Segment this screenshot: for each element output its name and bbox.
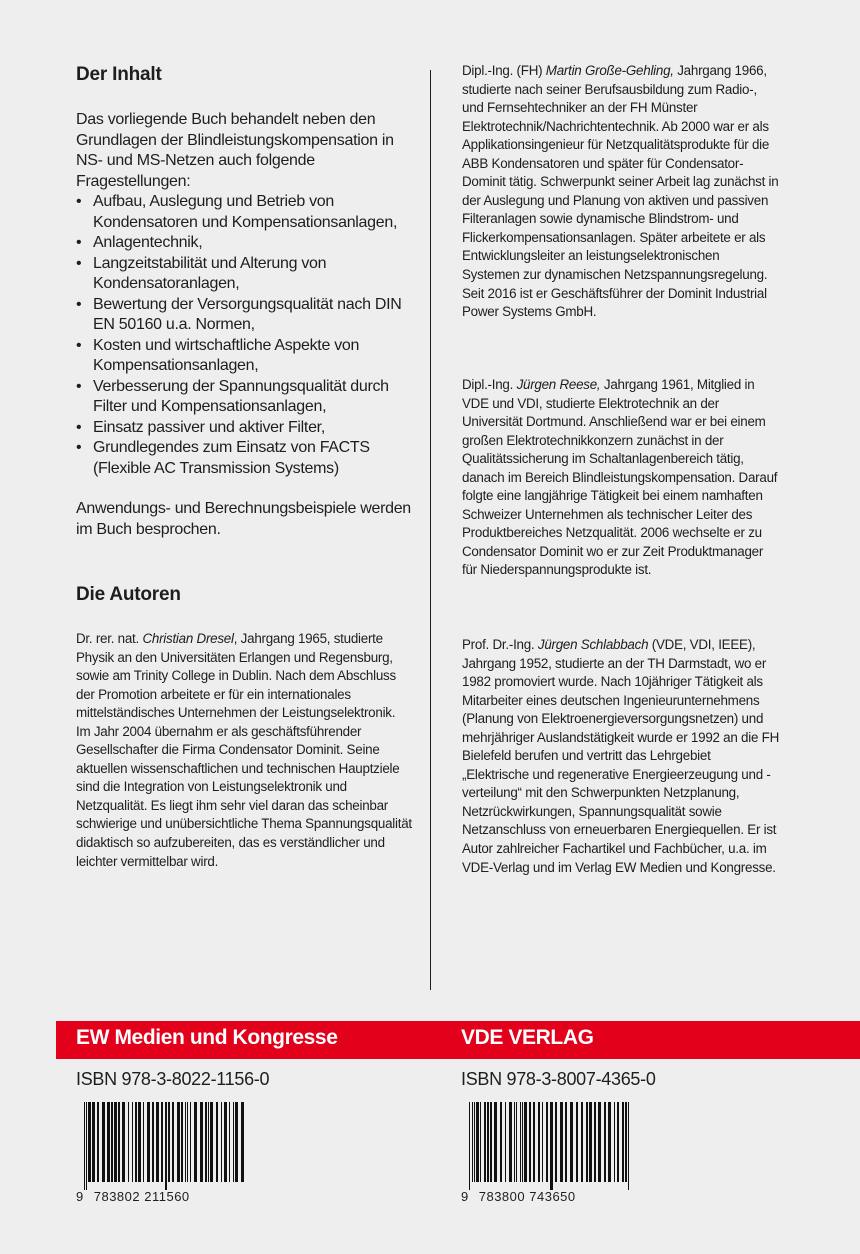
barcode-bar	[172, 1102, 174, 1182]
barcode-bar	[102, 1102, 105, 1182]
left-column	[76, 56, 412, 871]
author-bio-dresel	[76, 630, 412, 871]
ean-group: 211560	[144, 1189, 190, 1204]
barcode-bar	[608, 1102, 611, 1182]
barcode-bar	[168, 1102, 170, 1182]
author-prefix: Dr. rer. nat.	[76, 631, 143, 646]
barcode-bar	[181, 1102, 183, 1182]
barcode-bar	[241, 1102, 244, 1182]
barcode-bar	[522, 1102, 523, 1182]
isbn-right: ISBN 978-3-8007-4365-0	[461, 1069, 656, 1089]
topic-item: • Langzeitstabilität und Alterung von Kondensatoranlagen,	[76, 254, 412, 295]
barcode-bar	[88, 1102, 91, 1182]
barcode-bar	[594, 1102, 596, 1182]
barcode-bar	[614, 1102, 615, 1182]
barcode-bar	[529, 1102, 531, 1182]
barcode-bar	[128, 1102, 129, 1182]
topic-item: • Verbesserung der Spannungsqualität durch Filter und Kompensationsanlagen,	[76, 377, 412, 418]
barcode-bar	[216, 1102, 218, 1182]
author-prefix: Prof. Dr.-Ing.	[462, 637, 538, 652]
barcode-bar	[235, 1102, 238, 1182]
barcode-bar	[469, 1102, 470, 1190]
barcode-bar	[190, 1102, 191, 1182]
barcode-bar	[520, 1102, 521, 1182]
ean-group: 783800	[478, 1189, 526, 1204]
author-text: Jahrgang 1961, Mitglied in VDE und VDI, studierte Elektrotechnik an der Universität Dortmund. Anschließend war er bei einem großen Elektrotechnikkonzern zunächst in der Qualitätssicherung im Schaltanlagenbereich tätig, danach im Bereich Blindleistungskompensation. Darauf folgte eine langjährige Tätigkeit bei einem namhaften Schweizer Unternehmen als technischer Leiter des Produktbereiches Netzqualität. 2006 wechselte er zu Condensator Dominit wo er zur Zeit Produktmanager für Niederspannungsprodukte ist.	[462, 377, 778, 578]
barcode-bar	[509, 1102, 512, 1182]
barcode-bar	[472, 1102, 473, 1182]
barcode-bar	[185, 1102, 186, 1182]
ean-digits-left	[76, 1189, 190, 1204]
barcode-bar	[484, 1102, 486, 1182]
barcode-bar	[625, 1102, 627, 1182]
topic-item: • Grundlegendes zum Einsatz von FACTS (Flexible AC Transmission Systems)	[76, 438, 412, 479]
barcode-bar	[628, 1102, 629, 1190]
ean-first-digit: 9	[76, 1189, 84, 1204]
barcode-bar	[542, 1102, 543, 1182]
topic-list	[76, 192, 412, 479]
author-name: Jürgen Reese,	[516, 377, 601, 392]
column-divider	[430, 70, 431, 990]
author-name: Christian Dresel	[142, 631, 234, 646]
barcode-bar	[589, 1102, 592, 1182]
isbn-left: ISBN 978-3-8022-1156-0	[76, 1069, 270, 1089]
barcode-bar	[107, 1102, 110, 1182]
barcode-bar	[152, 1102, 154, 1182]
author-prefix: Dipl.-Ing. (FH)	[462, 63, 546, 78]
author-name: Martin Große-Gehling,	[545, 63, 674, 78]
barcode-bar	[177, 1102, 180, 1182]
barcode-left	[76, 1102, 252, 1190]
barcode-bar	[490, 1102, 492, 1182]
barcode-bar	[586, 1102, 588, 1182]
barcode-bar	[570, 1102, 573, 1182]
barcode-bar	[221, 1102, 222, 1182]
barcode-bar	[84, 1102, 85, 1190]
ean-group: 783802	[93, 1189, 141, 1204]
barcode-bar	[598, 1102, 601, 1182]
topic-item: • Aufbau, Auslegung und Betrieb von Kondensatoren und Kompensationsanlagen,	[76, 192, 412, 233]
barcode-bar	[161, 1102, 163, 1182]
topic-item: • Bewertung der Versorgungsqualität nach DIN EN 50160 u.a. Normen,	[76, 295, 412, 336]
author-bio-schlabbach	[462, 636, 780, 877]
barcode-bar	[576, 1102, 578, 1182]
author-text: (VDE, VDI, IEEE), Jahrgang 1952, studierte an der TH Darmstadt, wo er 1982 promoviert wurde. Nach 10jähriger Tätigkeit als Mitarbeiter eines deutschen Ingenieurunternehmens (Planung von Elektroenergieversorgungsnetzen) und mehrjähriger Auslandstätigkeit wurde er 1992 an die FH Bielefeld berufen und vertritt das Lehrgebiet „Elektrische und regenerative Energieerzeugung und -verteilung“ mit den Schwerpunkten Netzplanung, Netzrückwirkungen, Spannungsqualität sowie Netzanschluss von erneuerbaren Energiequellen. Er ist Autor zahlreicher Fachartikel und Fachbücher, u.a. im VDE-Verlag und im Verlag EW Medien und Kongresse.	[462, 637, 779, 875]
barcode-bar	[622, 1102, 624, 1182]
ean-digits-right	[461, 1189, 576, 1204]
barcode-bar	[229, 1102, 230, 1182]
barcode-bar	[122, 1102, 125, 1182]
barcode-bar	[474, 1102, 475, 1182]
barcode-bar	[165, 1102, 167, 1190]
barcode-bar	[560, 1102, 563, 1182]
inhalt-heading: Der Inhalt	[76, 64, 162, 85]
barcode-bar	[187, 1102, 188, 1182]
barcode-bar	[546, 1102, 548, 1182]
barcode-bar	[210, 1102, 213, 1182]
barcode-bar	[97, 1102, 99, 1182]
barcode-bar	[533, 1102, 535, 1182]
publisher-name-left: EW Medien und Kongresse	[76, 1026, 338, 1049]
ean-group: 743650	[529, 1189, 576, 1204]
barcode-bar	[565, 1102, 567, 1182]
ean-first-digit: 9	[461, 1189, 469, 1204]
barcode-bar	[138, 1102, 141, 1182]
barcode-bar	[476, 1102, 479, 1182]
barcode-bar	[135, 1102, 137, 1182]
inhalt-outro: Anwendungs- und Berechnungsbeispiele werden im Buch besprochen.	[76, 500, 411, 538]
barcode-bar	[581, 1102, 583, 1182]
barcode-bar	[156, 1102, 159, 1182]
barcode-bar	[224, 1102, 227, 1182]
author-bio-gehling	[462, 62, 780, 322]
barcode-bar	[514, 1102, 515, 1182]
barcode-bar	[538, 1102, 540, 1182]
barcode-bar	[480, 1102, 481, 1182]
topic-item: • Einsatz passiver und aktiver Filter,	[76, 418, 412, 439]
barcode-bar	[111, 1102, 113, 1182]
barcode-bar	[114, 1102, 117, 1182]
barcode-bar	[494, 1102, 497, 1182]
author-prefix: Dipl.-Ing.	[462, 377, 517, 392]
barcode-bar	[147, 1102, 150, 1182]
topic-item: • Anlagentechnik,	[76, 233, 412, 254]
topic-item: • Kosten und wirtschaftliche Aspekte von Kompensationsanlagen,	[76, 336, 412, 377]
barcode-bar	[233, 1102, 234, 1182]
barcode-bar	[550, 1102, 553, 1190]
barcode-bar	[617, 1102, 619, 1182]
barcode-bar	[86, 1102, 87, 1190]
barcode-bar	[500, 1102, 502, 1182]
barcode-bar	[487, 1102, 489, 1182]
autoren-heading: Die Autoren	[76, 584, 181, 605]
author-name: Jürgen Schlabbach	[537, 637, 649, 652]
author-text: Jahrgang 1966, studierte nach seiner Berufsausbildung zum Radio-, und Fernsehtechniker an der FH Münster Elektrotechnik/Nachrichtentechnik. Ab 2000 war er als Applikationsingenieur für Netzqualitätsprodukte für die ABB Kondensatoren und später für Condensator-Dominit tätig. Schwerpunkt seiner Arbeit lag zunächst in der Auslegung und Planung von aktiven und passiven Filteranlagen sowie dynamische Blindstrom- und Flickerkompensationsanlagen. Später arbeitete er als Entwicklungsleiter an leistungselektronischen Systemen zur dynamischen Netzspannungsregelung. Seit 2016 ist er Geschäftsführer der Dominit Industrial Power Systems GmbH.	[462, 63, 779, 320]
inhalt-intro: Das vorliegende Buch behandelt neben den Grundlagen der Blindleistungskompensation in NS- und MS-Netzen auch folgende Fragestellungen:	[76, 111, 394, 190]
publisher-name-right: VDE VERLAG	[461, 1026, 594, 1049]
author-bio-reese	[462, 376, 780, 580]
author-text: , Jahrgang 1965, studierte Physik an den Universitäten Erlangen und Regensburg, sowie am Trinity College in Dublin. Nach dem Abschluss der Promotion arbeitete er für ein internationales mittelständisches Unternehmen der Leistungselektronik. Im Jahr 2004 übernahm er als geschäftsführender Gesellschafter die Firma Condensator Dominit. Seine aktuellen wissenschaftlichen und technischen Hauptziele sind die Integration von Leistungselektronik und Netzqualität. Es liegt ihm sehr viel daran das scheinbar schwierige und unübersichtliche Thema Spannungsqualität didaktisch so aufzubereiten, das es verständlicher und leichter vermittelbar wird.	[76, 631, 412, 869]
barcode-bar	[604, 1102, 606, 1182]
barcode-bar	[505, 1102, 506, 1182]
barcode-bar	[524, 1102, 527, 1182]
barcode-bar	[516, 1102, 517, 1182]
barcode-bar	[200, 1102, 203, 1182]
barcode-bar	[208, 1102, 209, 1182]
barcode-bar	[194, 1102, 197, 1182]
barcode-bar	[143, 1102, 144, 1182]
barcode-bar	[555, 1102, 557, 1182]
barcode-right	[461, 1102, 637, 1190]
barcode-bar	[205, 1102, 207, 1182]
barcode-bar	[118, 1102, 120, 1182]
barcode-bar	[132, 1102, 133, 1182]
barcode-bar	[92, 1102, 95, 1182]
